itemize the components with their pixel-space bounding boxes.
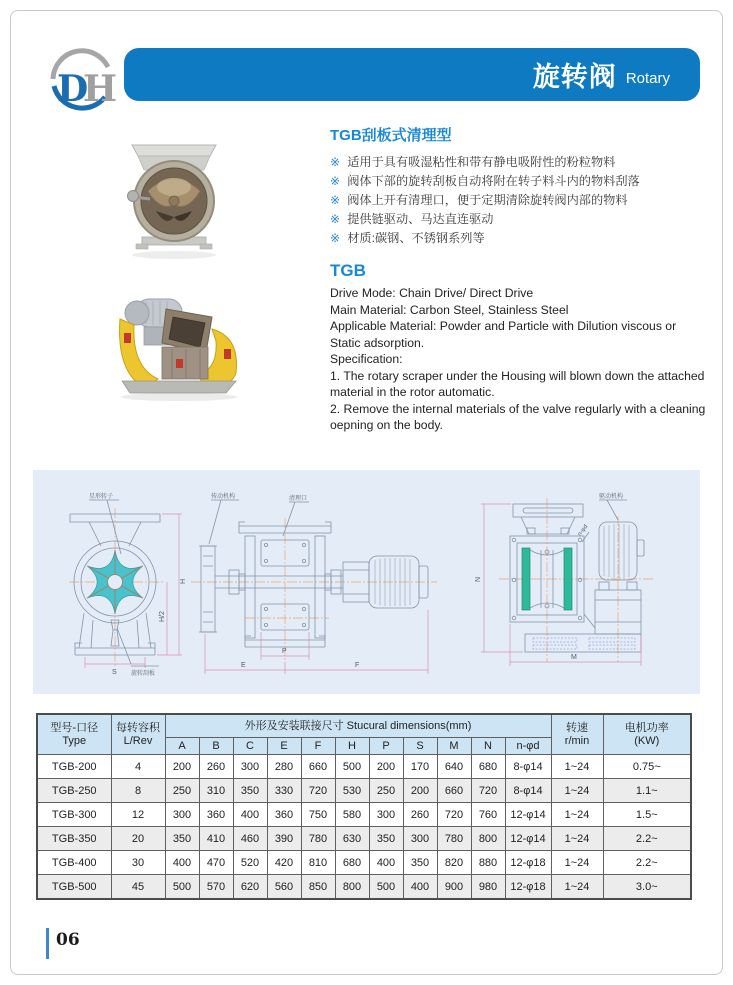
value-cell: 300 xyxy=(369,803,403,827)
model-cell: TGB-500 xyxy=(37,875,111,900)
value-cell: 500 xyxy=(335,755,369,779)
model-cell: TGB-350 xyxy=(37,827,111,851)
value-cell: 4 xyxy=(111,755,165,779)
dim-col-header: B xyxy=(199,738,233,755)
dim-col-header: M xyxy=(437,738,471,755)
feature-item xyxy=(330,191,706,210)
feature-text: 适用于具有吸湿粘性和带有静电吸附性的粉粒物料 xyxy=(347,155,616,169)
value-cell: 260 xyxy=(403,803,437,827)
value-cell: 500 xyxy=(165,875,199,900)
value-cell: 980 xyxy=(471,875,505,900)
value-cell: 12-φ14 xyxy=(505,803,551,827)
scraper-label: 旋转刮板 xyxy=(131,671,156,677)
value-cell: 1~24 xyxy=(551,875,603,900)
model-title: TGB xyxy=(330,261,366,280)
value-cell: 200 xyxy=(369,755,403,779)
value-cell: 350 xyxy=(165,827,199,851)
value-cell: 460 xyxy=(233,827,267,851)
dim-col-header: A xyxy=(165,738,199,755)
spec-line: Applicable Material: Powder and Particle with Dilution viscous or Static adsorption. xyxy=(330,319,677,350)
value-cell: 800 xyxy=(335,875,369,900)
value-cell: 310 xyxy=(199,779,233,803)
table-row xyxy=(37,875,691,900)
feature-text: 阀体下部的旋转刮板自动将附在转子料斗内的物料刮落 xyxy=(347,174,640,188)
dim-col-header: S xyxy=(403,738,437,755)
value-cell: 810 xyxy=(301,851,335,875)
drive-view-drawing xyxy=(475,492,653,666)
value-cell: 420 xyxy=(267,851,301,875)
value-cell: 660 xyxy=(437,779,471,803)
value-cell: 20 xyxy=(111,827,165,851)
value-cell: 330 xyxy=(267,779,301,803)
model-cell: TGB-400 xyxy=(37,851,111,875)
value-cell: 350 xyxy=(369,827,403,851)
col-header-type-en: Type xyxy=(62,734,87,747)
value-cell: 500 xyxy=(369,875,403,900)
feature-text: 提供链驱动、马达直连驱动 xyxy=(347,212,494,226)
bolt-callout-label: n-φd xyxy=(576,523,590,538)
value-cell: 560 xyxy=(267,875,301,900)
value-cell: 30 xyxy=(111,851,165,875)
dim-h-half: H/2 xyxy=(159,611,166,622)
logo-letter-d: D xyxy=(57,68,89,110)
value-cell: 200 xyxy=(403,779,437,803)
value-cell: 12-φ14 xyxy=(505,827,551,851)
value-cell: 1.5~ xyxy=(603,803,691,827)
spec-line: Drive Mode: Chain Drive/ Direct Drive xyxy=(330,286,534,300)
dim-p: P xyxy=(282,648,287,655)
value-cell: 280 xyxy=(267,755,301,779)
dim-e: E xyxy=(241,662,246,669)
spec-line: 1. The rotary scraper under the Housing will blown down the attached material in the rotor automatic. xyxy=(330,368,705,399)
bullet-mark: ※ xyxy=(330,155,341,169)
cleaning-port-label: 清理口 xyxy=(289,496,308,502)
product-photo-open-valve xyxy=(126,139,222,261)
value-cell: 250 xyxy=(369,779,403,803)
dim-n: N xyxy=(475,576,482,582)
bullet-mark: ※ xyxy=(330,193,341,207)
dim-h: H xyxy=(180,578,187,584)
value-cell: 12-φ18 xyxy=(505,875,551,900)
col-header-volume-en: L/Rev xyxy=(123,734,153,747)
dim-s: S xyxy=(112,669,117,676)
value-cell: 760 xyxy=(471,803,505,827)
bullet-mark: ※ xyxy=(330,174,341,188)
feature-text: 材质:碳钢、不锈钢系列等 xyxy=(347,231,485,245)
value-cell: 300 xyxy=(165,803,199,827)
value-cell: 1~24 xyxy=(551,851,603,875)
value-cell: 640 xyxy=(437,755,471,779)
value-cell: 1~24 xyxy=(551,803,603,827)
photo-shadow xyxy=(121,393,237,401)
value-cell: 12-φ18 xyxy=(505,851,551,875)
col-header-type xyxy=(37,714,111,755)
col-header-volume xyxy=(111,714,165,755)
table-row xyxy=(37,755,691,779)
product-info xyxy=(330,124,706,434)
feature-item xyxy=(330,172,706,191)
motor2-fins xyxy=(604,524,629,578)
value-cell: 880 xyxy=(471,851,505,875)
dimension-drawing xyxy=(33,470,700,694)
value-cell: 390 xyxy=(267,827,301,851)
value-cell: 620 xyxy=(233,875,267,900)
rotor-label: 星形转子 xyxy=(89,494,114,500)
feature-item xyxy=(330,153,706,172)
base-frame xyxy=(122,381,236,393)
feature-list xyxy=(330,153,706,248)
front-view-drawing xyxy=(69,492,187,677)
col-header-speed xyxy=(551,714,603,755)
value-cell: 1~24 xyxy=(551,779,603,803)
table-row xyxy=(37,803,691,827)
product-photo-drive-valve xyxy=(112,293,246,403)
value-cell: 720 xyxy=(437,803,471,827)
dim-col-header: E xyxy=(267,738,301,755)
value-cell: 8-φ14 xyxy=(505,779,551,803)
col-header-speed-en: r/min xyxy=(564,734,590,747)
dim-col-header: n-φd xyxy=(505,738,551,755)
value-cell: 780 xyxy=(301,827,335,851)
value-cell: 400 xyxy=(165,851,199,875)
value-cell: 400 xyxy=(369,851,403,875)
drive-label: 驱动机构 xyxy=(599,494,624,500)
value-cell: 300 xyxy=(403,827,437,851)
dim-col-header: P xyxy=(369,738,403,755)
model-cell: TGB-250 xyxy=(37,779,111,803)
dimension-table xyxy=(36,713,692,900)
value-cell: 250 xyxy=(165,779,199,803)
value-cell: 680 xyxy=(335,851,369,875)
value-cell: 780 xyxy=(437,827,471,851)
feature-text: 阀体上开有清理口，便于定期清除旋转阀内部的物料 xyxy=(347,193,628,207)
value-cell: 580 xyxy=(335,803,369,827)
bullet-mark: ※ xyxy=(330,231,341,245)
value-cell: 820 xyxy=(437,851,471,875)
technical-drawing-panel xyxy=(33,470,700,694)
value-cell: 350 xyxy=(233,779,267,803)
banner-title-zh: 旋转阀 xyxy=(532,62,617,92)
value-cell: 400 xyxy=(233,803,267,827)
value-cell: 300 xyxy=(233,755,267,779)
value-cell: 660 xyxy=(301,755,335,779)
dim-col-header: F xyxy=(301,738,335,755)
spec-line: Main Material: Carbon Steel, Stainless Steel xyxy=(330,302,569,317)
value-cell: 8-φ14 xyxy=(505,755,551,779)
table-header xyxy=(37,714,691,755)
header-banner xyxy=(124,48,700,101)
col-header-speed-zh: 转速 xyxy=(566,721,589,734)
dim-col-header: H xyxy=(335,738,369,755)
table-row xyxy=(37,851,691,875)
spec-line: Specification: xyxy=(330,352,403,366)
value-cell: 750 xyxy=(301,803,335,827)
logo-letter-h: H xyxy=(83,68,118,110)
hopper-body xyxy=(162,309,212,379)
value-cell: 2.2~ xyxy=(603,827,691,851)
model-cell: TGB-200 xyxy=(37,755,111,779)
value-cell: 470 xyxy=(199,851,233,875)
side-view-drawing xyxy=(191,492,437,674)
col-header-volume-zh: 每转容积 xyxy=(116,721,160,734)
dim-col-header: N xyxy=(471,738,505,755)
transmission-label: 传动机构 xyxy=(211,494,236,500)
dh-logo xyxy=(46,44,118,116)
model-cell: TGB-300 xyxy=(37,803,111,827)
value-cell: 360 xyxy=(199,803,233,827)
value-cell: 45 xyxy=(111,875,165,900)
table-row xyxy=(37,827,691,851)
value-cell: 530 xyxy=(335,779,369,803)
col-header-power-zh: 电机功率 xyxy=(624,721,669,734)
page-number: 06 xyxy=(56,930,80,950)
value-cell: 680 xyxy=(471,755,505,779)
value-cell: 3.0~ xyxy=(603,875,691,900)
value-cell: 2.2~ xyxy=(603,851,691,875)
value-cell: 8 xyxy=(111,779,165,803)
value-cell: 1.1~ xyxy=(603,779,691,803)
dim-m: M xyxy=(571,654,577,661)
value-cell: 400 xyxy=(403,875,437,900)
dim-f: F xyxy=(355,662,360,669)
value-cell: 260 xyxy=(199,755,233,779)
col-header-dimensions: 外形及安装联接尺寸 Stucural dimensions(mm) xyxy=(165,714,551,738)
value-cell: 720 xyxy=(301,779,335,803)
banner-title-en: Rotary xyxy=(625,70,670,87)
value-cell: 1~24 xyxy=(551,827,603,851)
value-cell: 0.75~ xyxy=(603,755,691,779)
value-cell: 200 xyxy=(165,755,199,779)
col-header-type-zh: 型号-口径 xyxy=(50,721,99,734)
bullet-mark: ※ xyxy=(330,212,341,226)
spec-list xyxy=(330,285,706,434)
value-cell: 410 xyxy=(199,827,233,851)
value-cell: 850 xyxy=(301,875,335,900)
col-header-power xyxy=(603,714,691,755)
value-cell: 570 xyxy=(199,875,233,900)
page-number-bar xyxy=(46,928,49,959)
value-cell: 520 xyxy=(233,851,267,875)
col-header-power-en: (KW) xyxy=(634,734,660,747)
feature-item xyxy=(330,229,706,248)
value-cell: 350 xyxy=(403,851,437,875)
value-cell: 170 xyxy=(403,755,437,779)
table-row xyxy=(37,779,691,803)
value-cell: 900 xyxy=(437,875,471,900)
value-cell: 1~24 xyxy=(551,755,603,779)
feature-item xyxy=(330,210,706,229)
value-cell: 360 xyxy=(267,803,301,827)
photo-shadow xyxy=(132,251,216,259)
product-title-zh: TGB刮板式清理型 xyxy=(330,127,452,144)
rotor-strip-right xyxy=(564,548,572,610)
rotor-strip-left xyxy=(522,548,530,610)
table-body xyxy=(37,755,691,900)
value-cell: 630 xyxy=(335,827,369,851)
dim-col-header: C xyxy=(233,738,267,755)
value-cell: 720 xyxy=(471,779,505,803)
value-cell: 800 xyxy=(471,827,505,851)
value-cell: 12 xyxy=(111,803,165,827)
spec-line: 2. Remove the internal materials of the valve regularly with a cleaning oepning on the body. xyxy=(330,401,706,432)
